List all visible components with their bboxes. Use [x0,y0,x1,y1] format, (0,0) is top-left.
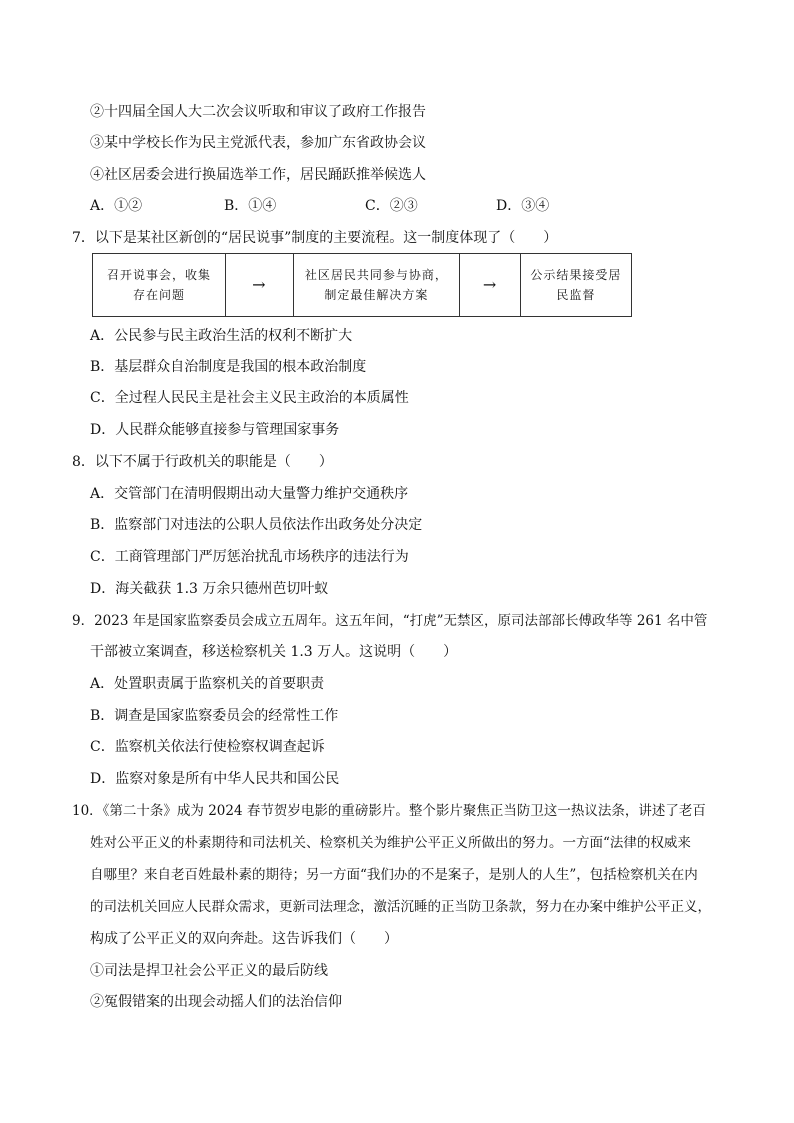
q7-flow-diagram [92,253,632,317]
q8-option-a[interactable]: A．交管部门在清明假期出动大量警力维护交通秩序 [90,486,409,502]
q10-stem-line2: 姓对公平正义的朴素期待和司法机关、检察机关为维护公平正义所做出的努力。一方面“法律的权威来 [90,835,691,851]
flow-step-2-line2: 制定最佳解决方案 [324,288,429,302]
arrow-right-icon: → [482,275,498,294]
flow-step-2-line1: 社区居民共同参与协商， [304,268,448,282]
q9-option-c[interactable]: C．监察机关依法行使检察权调查起诉 [90,739,325,755]
q8-option-d[interactable]: D．海关截获 1.3 万余只德州芭切叶蚁 [90,581,329,597]
q7-option-a[interactable]: A．公民参与民主政治生活的权利不断扩大 [90,328,353,344]
q8-option-b[interactable]: B．监察部门对违法的公职人员依法作出政务处分决定 [90,517,423,533]
q7-option-c[interactable]: C．全过程人民民主是社会主义民主政治的本质属性 [90,390,409,406]
q6-item-2: ②十四届全国人大二次会议听取和审议了政府工作报告 [90,104,426,120]
flow-step-3-line1: 公示结果接受居 [530,268,622,282]
q10-item-2: ②冤假错案的出现会动摇人们的法治信仰 [90,994,342,1010]
q9-option-b[interactable]: B．调查是国家监察委员会的经常性工作 [90,708,339,724]
q9-option-d[interactable]: D．监察对象是所有中华人民共和国公民 [90,771,340,787]
q7-stem: 7．以下是某社区新创的“居民说事”制度的主要流程。这一制度体现了（ ） [72,230,558,246]
q6-options [90,197,630,215]
q7-option-d[interactable]: D．人民群众能够直接参与管理国家事务 [90,422,340,438]
q10-stem-line5: 构成了公平正义的双向奔赴。这告诉我们（ ） [90,931,398,947]
q8-stem: 8．以下不属于行政机关的职能是（ ） [72,454,333,470]
q10-stem-line1: 10．《第二十条》成为 2024 春节贺岁电影的重磅影片。整个影片聚焦正当防卫这一热议法条，讲述了老百 [72,803,706,819]
q7-option-b[interactable]: B．基层群众自治制度是我国的根本政治制度 [90,359,367,375]
q10-item-1: ①司法是捍卫社会公平正义的最后防线 [90,963,328,979]
flow-arrow-1 [226,254,294,316]
q10-stem-line3: 自哪里？来自老百姓最朴素的期待；另一方面“我们办的不是案子，是别人的人生”，包括检察机关在内 [90,867,698,883]
q6-option-b[interactable]: B．①④ [224,198,277,214]
q9-stem-line2: 干部被立案调查，移送检察机关 1.3 万人。这说明（ ） [90,644,458,660]
flow-step-3-line2: 民监督 [556,288,596,302]
flow-step-1 [93,254,226,316]
flow-step-3 [521,254,631,316]
arrow-right-icon: → [252,275,267,294]
q6-option-a[interactable]: A．①② [90,198,143,214]
q8-option-c[interactable]: C．工商管理部门严厉惩治扰乱市场秩序的违法行为 [90,549,409,565]
q6-option-d[interactable]: D．③④ [496,198,550,214]
q9-option-a[interactable]: A．处置职责属于监察机关的首要职责 [90,676,325,692]
flow-step-1-line1: 召开说事会，收集 [107,268,212,282]
flow-arrow-2 [460,254,521,316]
q6-item-3: ③某中学校长作为民主党派代表，参加广东省政协会议 [90,135,426,151]
q9-stem-line1: 9．2023 年是国家监察委员会成立五周年。这五年间，“打虎”无禁区，原司法部部长傅政华等 261 名中管 [72,613,708,629]
flow-step-1-line2: 存在问题 [133,288,186,302]
flow-step-2 [294,254,461,316]
q6-item-4: ④社区居委会进行换届选举工作，居民踊跃推举候选人 [90,167,426,183]
q10-stem-line4: 的司法机关回应人民群众需求，更新司法理念，激活沉睡的正当防卫条款，努力在办案中维护公平正义， [90,899,711,915]
q6-option-c[interactable]: C．②③ [365,198,418,214]
